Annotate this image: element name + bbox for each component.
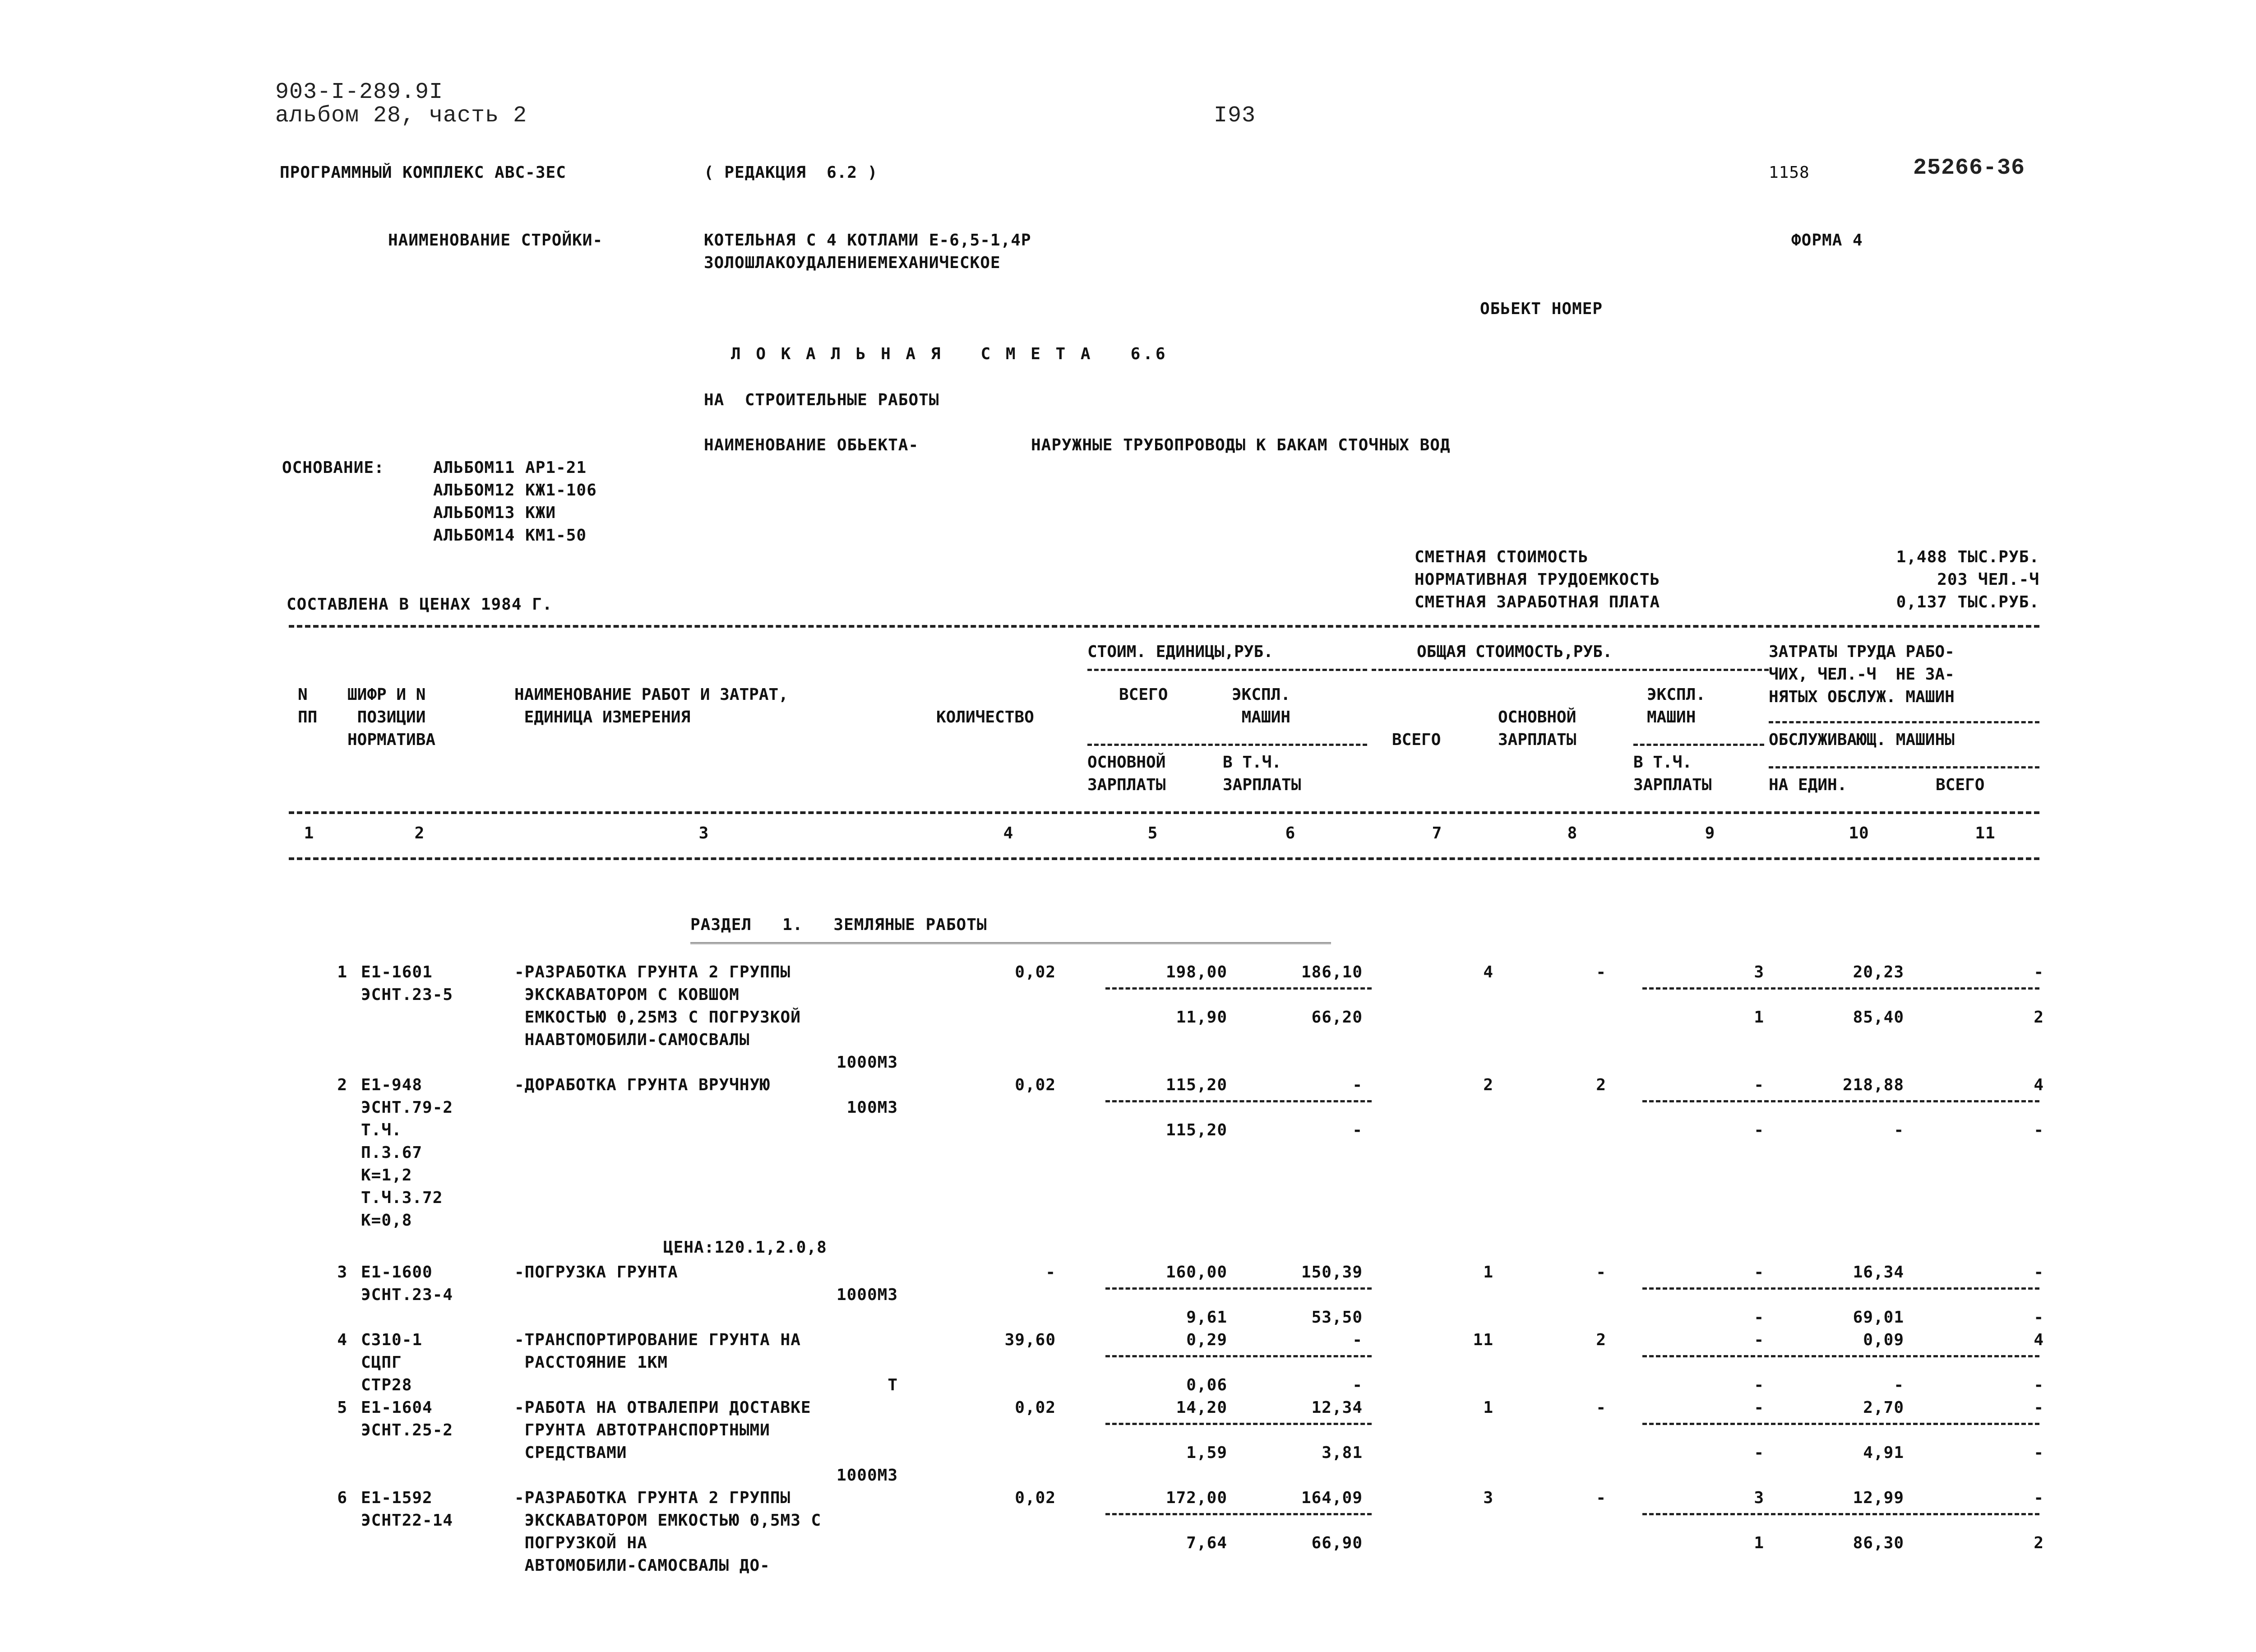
labor-per-unit: 20,23 [1853, 963, 1904, 981]
unit-cost-total: 14,20 [1176, 1398, 1227, 1417]
total-machines: 3 [1754, 1489, 1764, 1507]
labor-per-unit: 0,09 [1863, 1331, 1904, 1349]
basis-item: АЛЬБОМ14 КМ1-50 [433, 526, 587, 545]
section-title: РАЗДЕЛ 1. ЗЕМЛЯНЫЕ РАБОТЫ [690, 916, 987, 934]
unit-cost-wage: 9,61 [1186, 1308, 1227, 1327]
work-unit: 1000М3 [836, 1053, 898, 1072]
column-number: 11 [1975, 824, 1996, 842]
album-reference: альбом 28, часть 2 [275, 103, 527, 129]
work-name: -РАБОТА НА ОТВАЛЕПРИ ДОСТАВКЕ [514, 1398, 811, 1417]
cell-divider-rule [1105, 1423, 1372, 1425]
estimated-wage-value: 0,137 ТЫС.РУБ. [1896, 593, 2039, 611]
quantity: 0,02 [1015, 1489, 1056, 1507]
unit-cost-wage: 115,20 [1165, 1121, 1227, 1139]
unit-cost-machines: 186,10 [1301, 963, 1363, 981]
header-col-5b: ОСНОВНОЙ ЗАРПЛАТЫ [1087, 753, 1166, 794]
program-edition: ( РЕДАКЦИЯ 6.2 ) [704, 163, 878, 182]
header-col-6b: В Т.Ч. ЗАРПЛАТЫ [1223, 753, 1301, 794]
header-col-4: КОЛИЧЕСТВО [936, 708, 1034, 727]
unit-cost-machine-wage: - [1352, 1121, 1363, 1139]
work-unit: 100М3 [846, 1098, 898, 1117]
unit-cost-wage: 11,90 [1176, 1008, 1227, 1027]
estimated-cost-label: СМЕТНАЯ СТОИМОСТЬ [1415, 548, 1589, 566]
total-cost: 2 [1483, 1076, 1493, 1094]
labor-total: - [2034, 963, 2044, 981]
header-col-2: ШИФР И N ПОЗИЦИИ НОРМАТИВА [347, 685, 436, 749]
total-machine-wage: - [1754, 1121, 1764, 1139]
unit-cost-total: 172,00 [1165, 1489, 1227, 1507]
header-col-11: ВСЕГО [1936, 776, 1985, 794]
total-cost: 4 [1483, 963, 1493, 981]
labor-total: - [2034, 1489, 2044, 1507]
cell-divider-rule [1642, 1513, 2039, 1515]
header-total-cost: ОБЩАЯ СТОИМОСТЬ,РУБ. [1417, 643, 1613, 661]
norm-code: К=0,8 [361, 1211, 412, 1230]
labor-total-machine: - [2034, 1444, 2044, 1462]
work-name: РАССТОЯНИЕ 1КМ [514, 1353, 668, 1372]
unit-cost-machines: 164,09 [1301, 1489, 1363, 1507]
project-name-line2: ЗОЛОШЛАКОУДАЛЕНИЕМЕХАНИЧЕСКОЕ [704, 254, 1001, 272]
cell-divider-rule [1642, 1100, 2039, 1102]
labor-total-machine: - [2034, 1308, 2044, 1327]
column-number: 4 [1003, 824, 1014, 842]
total-base-wage: 2 [1596, 1076, 1606, 1094]
labor-per-unit-machine: 85,40 [1853, 1008, 1904, 1027]
program-name: ПРОГРАММНЫЙ КОМПЛЕКС АВС-3ЕС [280, 163, 566, 182]
total-cost: 11 [1473, 1331, 1493, 1349]
row-number: 2 [337, 1076, 347, 1094]
total-machines: - [1754, 1331, 1764, 1349]
work-unit: 1000М3 [836, 1466, 898, 1485]
norm-code: Т.Ч.3.72 [361, 1189, 443, 1207]
object-number-label: ОБЬЕКТ НОМЕР [1480, 300, 1603, 318]
labor-intensity-label: НОРМАТИВНАЯ ТРУДОЕМКОСТЬ [1415, 570, 1660, 589]
quantity: 0,02 [1015, 1398, 1056, 1417]
labor-per-unit-machine: 86,30 [1853, 1534, 1904, 1552]
row-number: 1 [337, 963, 347, 981]
labor-per-unit: 12,99 [1853, 1489, 1904, 1507]
work-name: -ДОРАБОТКА ГРУНТА ВРУЧНУЮ [514, 1076, 770, 1094]
header-bottom-rule [289, 811, 2039, 814]
cell-divider-rule [1105, 1355, 1372, 1357]
norm-code: Е1-948 [361, 1076, 423, 1094]
basis-item: АЛЬБОМ12 КЖ1-106 [433, 481, 597, 500]
norm-code: СЦПГ [361, 1353, 402, 1372]
norm-code: Е1-1604 [361, 1398, 433, 1417]
document-title: Л О К А Л Ь Н А Я С М Е Т А 6.6 [731, 345, 1168, 363]
norm-code: Е1-1600 [361, 1263, 433, 1282]
header-col-3: НАИМЕНОВАНИЕ РАБОТ И ЗАТРАТ, ЕДИНИЦА ИЗМЕРЕНИЯ [514, 685, 788, 727]
norm-code: К=1,2 [361, 1166, 412, 1185]
project-name-line1: КОТЕЛЬНАЯ С 4 КОТЛАМИ Е-6,5-1,4Р [704, 231, 1031, 250]
unit-cost-wage: 1,59 [1186, 1444, 1227, 1462]
labor-per-unit-machine: 69,01 [1853, 1308, 1904, 1327]
unit-cost-machines: 150,39 [1301, 1263, 1363, 1282]
unit-cost-total: 160,00 [1165, 1263, 1227, 1282]
work-unit: 1000М3 [836, 1286, 898, 1304]
cell-divider-rule [1105, 1100, 1372, 1102]
header-col-9a: ЭКСПЛ. МАШИН [1647, 685, 1706, 727]
norm-code: ЭСНТ22-14 [361, 1511, 453, 1530]
unit-cost-total: 198,00 [1165, 963, 1227, 981]
header-labor-machine: ОБСЛУЖИВАЮЩ. МАШИНЫ [1769, 731, 1955, 749]
unit-cost-machine-wage: 66,20 [1311, 1008, 1363, 1027]
total-machine-wage: 1 [1754, 1534, 1764, 1552]
total-machine-wage: - [1754, 1376, 1764, 1394]
column-numbers-rule [289, 857, 2039, 860]
labor-total: - [2034, 1398, 2044, 1417]
header-col-8: ОСНОВНОЙ ЗАРПЛАТЫ [1498, 708, 1576, 749]
column-number: 3 [698, 824, 709, 842]
row-number: 6 [337, 1489, 347, 1507]
labor-total-machine: 2 [2034, 1008, 2044, 1027]
labor-total-machine: - [2034, 1376, 2044, 1394]
labor-total: 4 [2034, 1331, 2044, 1349]
work-name: ЭКСКАВАТОРОМ С КОВШОМ [514, 986, 740, 1004]
basis-item: АЛЬБОМ11 АР1-21 [433, 458, 587, 477]
header-subrule [1769, 721, 2039, 723]
column-number: 8 [1567, 824, 1578, 842]
estimated-cost-value: 1,488 ТЫС.РУБ. [1896, 548, 2039, 566]
work-name: АВТОМОБИЛИ-САМОСВАЛЫ ДО- [514, 1556, 770, 1575]
labor-total: 4 [2034, 1076, 2044, 1094]
header-unit-cost: СТОИМ. ЕДИНИЦЫ,РУБ. [1087, 643, 1273, 661]
header-col-9b: В Т.Ч. ЗАРПЛАТЫ [1633, 753, 1712, 794]
work-name: -РАЗРАБОТКА ГРУНТА 2 ГРУППЫ [514, 1489, 791, 1507]
norm-code: Е1-1601 [361, 963, 433, 981]
column-number: 6 [1285, 824, 1296, 842]
column-number: 9 [1705, 824, 1715, 842]
work-unit: Т [888, 1376, 898, 1394]
price-year: СОСТАВЛЕНА В ЦЕНАХ 1984 Г. [287, 595, 553, 614]
header-labor: ЗАТРАТЫ ТРУДА РАБО- ЧИХ, ЧЕЛ.-Ч НЕ ЗА- НЯТЫХ ОБСЛУЖ. МАШИН [1769, 643, 1955, 706]
total-machines: - [1754, 1263, 1764, 1282]
work-name: СРЕДСТВАМИ [514, 1444, 627, 1462]
header-subrule [1087, 669, 1367, 671]
labor-per-unit-machine: 4,91 [1863, 1444, 1904, 1462]
header-col-7: ВСЕГО [1392, 731, 1441, 749]
sheet-number: 1158 [1769, 163, 1810, 182]
work-name: ЕМКОСТЬЮ 0,25М3 С ПОГРУЗКОЙ [514, 1008, 801, 1027]
unit-cost-machine-wage: - [1352, 1376, 1363, 1394]
cell-divider-rule [1642, 987, 2039, 990]
work-name: -ПОГРУЗКА ГРУНТА [514, 1263, 678, 1282]
total-machines: - [1754, 1076, 1764, 1094]
header-col-1: N ПП [298, 685, 318, 727]
row-number: 5 [337, 1398, 347, 1417]
unit-cost-wage: 7,64 [1186, 1534, 1227, 1552]
total-base-wage: - [1596, 963, 1606, 981]
labor-total-machine: 2 [2034, 1534, 2044, 1552]
table-top-rule [289, 625, 2039, 628]
unit-cost-wage: 0,06 [1186, 1376, 1227, 1394]
column-number: 2 [414, 824, 425, 842]
labor-intensity-value: 203 ЧЕЛ.-Ч [1937, 570, 2039, 589]
labor-total-machine: - [2034, 1121, 2044, 1139]
total-machine-wage: 1 [1754, 1008, 1764, 1027]
total-machines: - [1754, 1398, 1764, 1417]
unit-cost-machines: - [1352, 1331, 1363, 1349]
object-label: НАИМЕНОВАНИЕ ОБЬЕКТА- [704, 436, 919, 454]
total-cost: 3 [1483, 1489, 1493, 1507]
work-name: ПОГРУЗКОЙ НА [514, 1534, 647, 1552]
page-number: I93 [1214, 103, 1256, 129]
header-col-5a: ВСЕГО [1119, 685, 1168, 704]
unit-cost-machines: 12,34 [1311, 1398, 1363, 1417]
total-base-wage: - [1596, 1398, 1606, 1417]
labor-per-unit-machine: - [1894, 1376, 1904, 1394]
labor-per-unit: 2,70 [1863, 1398, 1904, 1417]
norm-code: ЭСНТ.23-4 [361, 1286, 453, 1304]
work-name: ГРУНТА АВТОТРАНСПОРТНЫМИ [514, 1421, 770, 1439]
quantity: 0,02 [1015, 963, 1056, 981]
norm-code: ЭСНТ.79-2 [361, 1098, 453, 1117]
total-machines: 3 [1754, 963, 1764, 981]
row-number: 3 [337, 1263, 347, 1282]
norm-code: П.3.67 [361, 1143, 423, 1162]
basis-label: ОСНОВАНИЕ: [282, 458, 384, 477]
labor-total: - [2034, 1263, 2044, 1282]
object-name: НАРУЖНЫЕ ТРУБОПРОВОДЫ К БАКАМ СТОЧНЫХ ВОД [1031, 436, 1451, 454]
cell-divider-rule [1642, 1287, 2039, 1290]
total-cost: 1 [1483, 1263, 1493, 1282]
price-formula: ЦЕНА:120.1,2.0,8 [663, 1238, 827, 1257]
norm-code: Е1-1592 [361, 1489, 433, 1507]
cell-divider-rule [1642, 1355, 2039, 1357]
norm-code: Т.Ч. [361, 1121, 402, 1139]
document-code: 903-I-289.9I [275, 79, 444, 105]
total-machine-wage: - [1754, 1308, 1764, 1327]
registration-number: 25266-36 [1913, 155, 2025, 181]
column-number: 10 [1849, 824, 1869, 842]
unit-cost-total: 0,29 [1186, 1331, 1227, 1349]
norm-code: ЭСНТ.23-5 [361, 986, 453, 1004]
unit-cost-total: 115,20 [1165, 1076, 1227, 1094]
unit-cost-machine-wage: 53,50 [1311, 1308, 1363, 1327]
project-label: НАИМЕНОВАНИЕ СТРОЙКИ- [388, 231, 603, 250]
document-subtitle: НА СТРОИТЕЛЬНЫЕ РАБОТЫ [704, 391, 939, 409]
quantity: 0,02 [1015, 1076, 1056, 1094]
total-cost: 1 [1483, 1398, 1493, 1417]
row-number: 4 [337, 1331, 347, 1349]
cell-divider-rule [1642, 1423, 2039, 1425]
labor-per-unit: 218,88 [1842, 1076, 1904, 1094]
cell-divider-rule [1105, 987, 1372, 990]
work-name: -РАЗРАБОТКА ГРУНТА 2 ГРУППЫ [514, 963, 791, 981]
total-base-wage: - [1596, 1263, 1606, 1282]
header-col-6a: ЭКСПЛ. МАШИН [1232, 685, 1291, 727]
header-subrule [1087, 744, 1367, 746]
column-number: 1 [304, 824, 314, 842]
norm-code: ЭСНТ.25-2 [361, 1421, 453, 1439]
total-base-wage: 2 [1596, 1331, 1606, 1349]
norm-code: С310-1 [361, 1331, 423, 1349]
header-subrule [1372, 669, 1769, 671]
work-name: ЭКСКАВАТОРОМ ЕМКОСТЬЮ 0,5М3 С [514, 1511, 822, 1530]
total-base-wage: - [1596, 1489, 1606, 1507]
labor-per-unit: 16,34 [1853, 1263, 1904, 1282]
basis-item: АЛЬБОМ13 КЖИ [433, 504, 556, 522]
quantity: 39,60 [1004, 1331, 1056, 1349]
section-underline [690, 942, 1331, 944]
unit-cost-machine-wage: 66,90 [1311, 1534, 1363, 1552]
quantity: - [1045, 1263, 1056, 1282]
labor-per-unit-machine: - [1894, 1121, 1904, 1139]
header-subrule [1633, 744, 1764, 746]
work-name: НААВТОМОБИЛИ-САМОСВАЛЫ [514, 1031, 750, 1049]
cell-divider-rule [1105, 1513, 1372, 1515]
work-name: -ТРАНСПОРТИРОВАНИЕ ГРУНТА НА [514, 1331, 801, 1349]
total-machine-wage: - [1754, 1444, 1764, 1462]
norm-code: СТР28 [361, 1376, 412, 1394]
estimated-wage-label: СМЕТНАЯ ЗАРАБОТНАЯ ПЛАТА [1415, 593, 1660, 611]
form-number: ФОРМА 4 [1791, 231, 1863, 250]
unit-cost-machine-wage: 3,81 [1322, 1444, 1363, 1462]
header-subrule [1769, 766, 2039, 768]
unit-cost-machines: - [1352, 1076, 1363, 1094]
header-col-10: НА ЕДИН. [1769, 776, 1847, 794]
column-number: 5 [1147, 824, 1158, 842]
column-number: 7 [1432, 824, 1442, 842]
cell-divider-rule [1105, 1287, 1372, 1290]
